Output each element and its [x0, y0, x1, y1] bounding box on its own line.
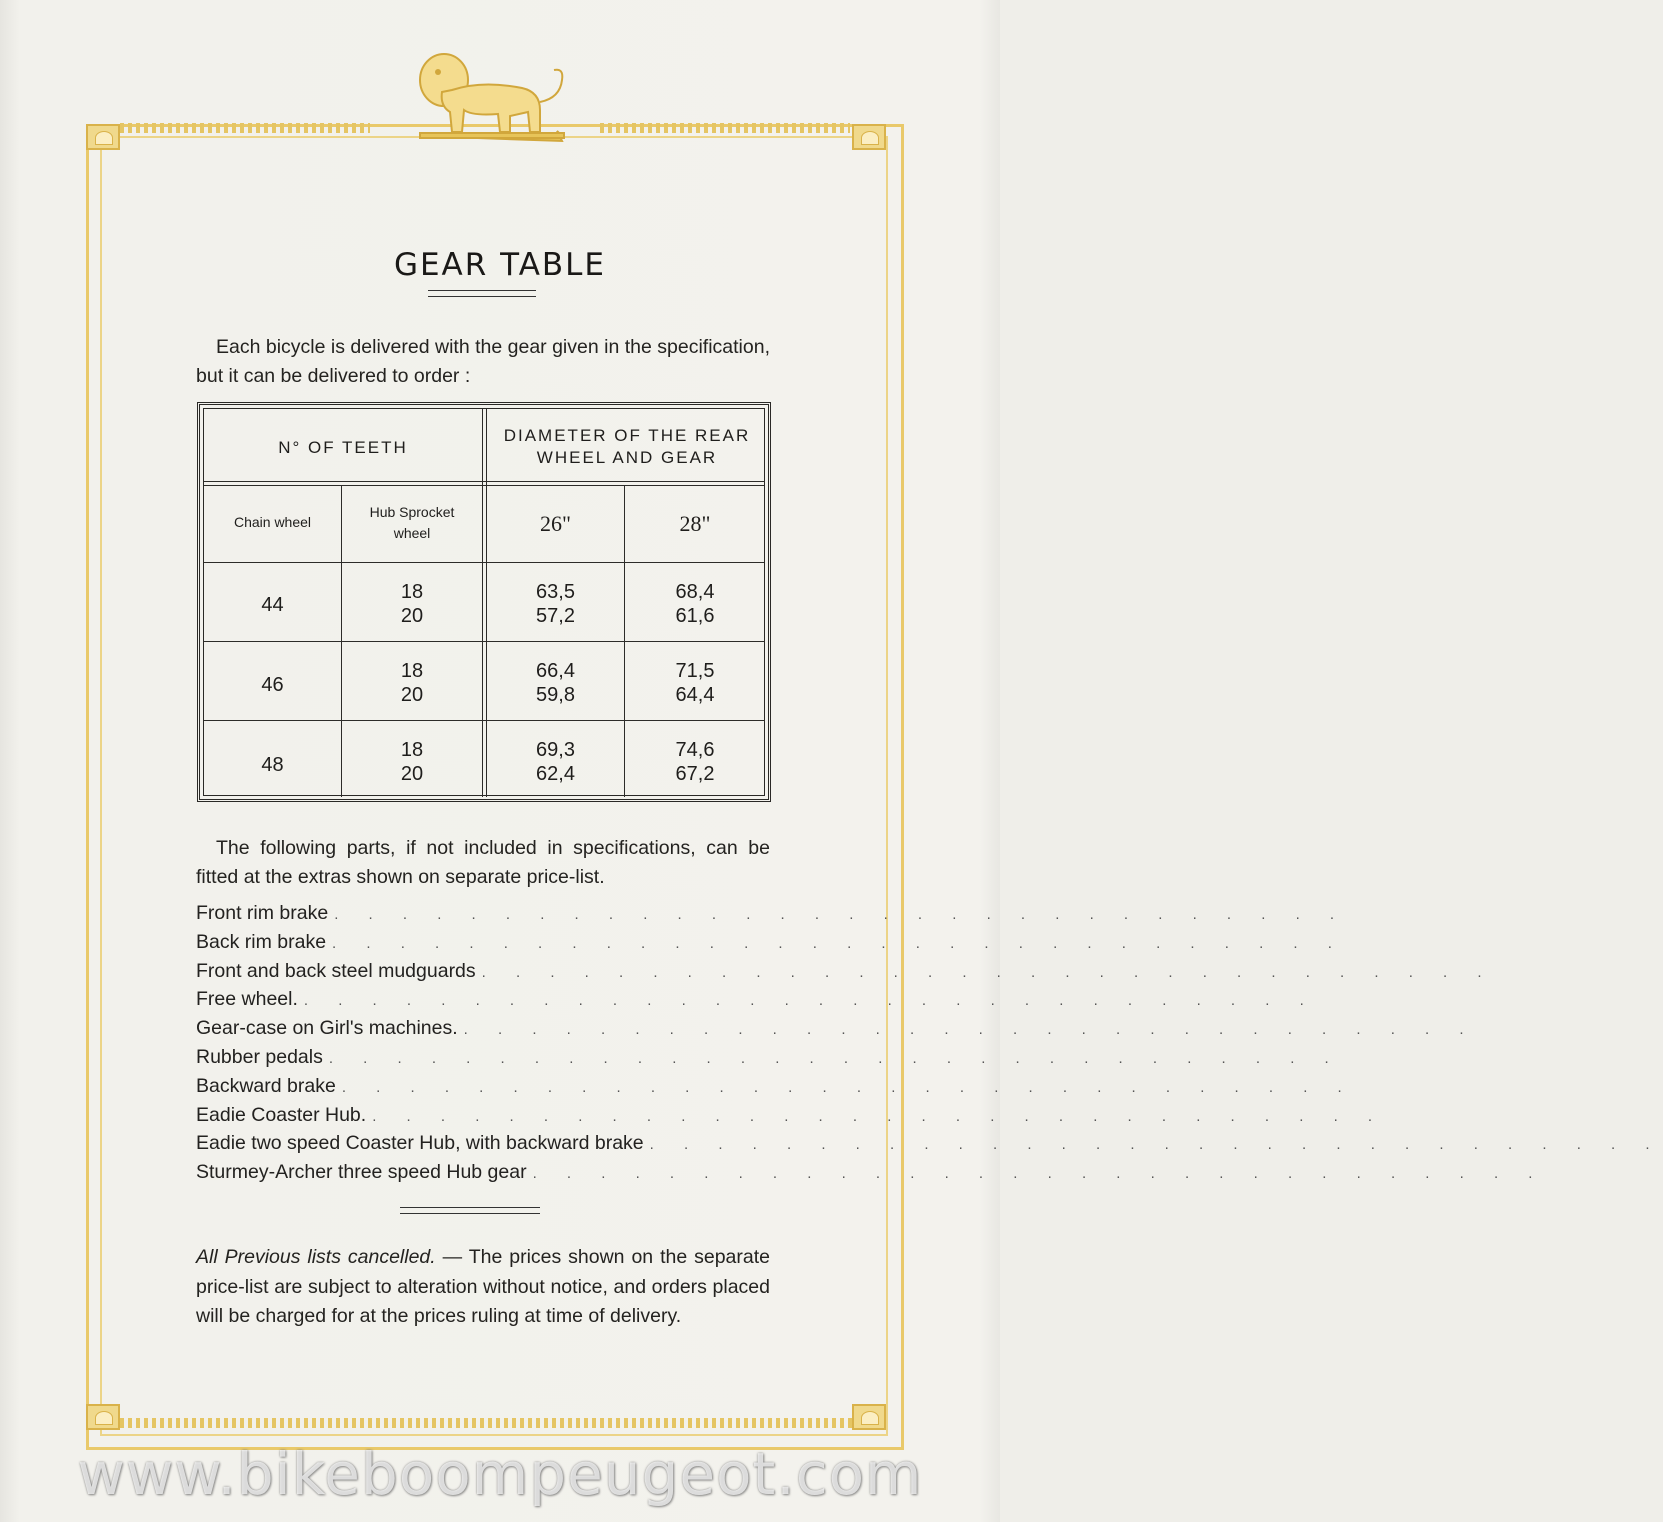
- gear-table: [197, 402, 771, 802]
- table-divider: [204, 562, 764, 563]
- list-item: Free wheel. . . . . . . . . . . . . . . . . . . . . . . . . . . . . . .: [196, 988, 1317, 1011]
- part-name: Sturmey-Archer three speed Hub gear: [196, 1161, 527, 1184]
- chain-wheel-value: 46: [261, 674, 284, 696]
- part-name: Backward brake: [196, 1074, 336, 1097]
- list-item: Front and back steel mudguards . . . . . . . . . . . . . . . . . . . . . . . . . . . . . .: [196, 959, 1495, 982]
- table-divider: [204, 641, 764, 642]
- diameter-26-value: 66,4: [536, 660, 575, 682]
- col-chain-wheel: Chain wheel: [233, 514, 312, 530]
- chain-wheel-value: 48: [261, 754, 284, 776]
- diameter-26-value: 63,5: [536, 581, 575, 603]
- leaf-corner-icon: [852, 1404, 886, 1430]
- notice-lead: All Previous lists cancelled.: [196, 1246, 436, 1268]
- col-hub-line1: Hub Sprocket: [369, 504, 455, 520]
- diameter-28-value: 71,5: [675, 660, 715, 682]
- table-divider: [204, 481, 764, 482]
- part-name: Back rim brake: [196, 930, 327, 953]
- notice-paragraph: [196, 1243, 770, 1332]
- part-name: Eadie two speed Coaster Hub, with backward brake: [196, 1132, 644, 1155]
- header-teeth: N° OF TEETH: [278, 438, 408, 457]
- leaf-corner-icon: [86, 1404, 120, 1430]
- leaf-corner-icon: [86, 124, 120, 150]
- diameter-28-value: 67,2: [675, 763, 715, 785]
- bottom-leaf-band: [120, 1418, 860, 1428]
- lion-emblem-icon: [412, 40, 572, 150]
- table-divider: [482, 409, 483, 797]
- list-item: Back rim brake . . . . . . . . . . . . . . . . . . . . . . . . . . . . . .: [196, 930, 1345, 953]
- table-divider: [204, 720, 764, 721]
- list-item: Eadie Coaster Hub. . . . . . . . . . . . . . . . . . . . . . . . . . . . . . .: [196, 1103, 1386, 1126]
- list-item: Gear-case on Girl's machines. . . . . . . . . . . . . . . . . . . . . . . . . . . . . . .: [196, 1017, 1477, 1040]
- diameter-28-value: 61,6: [675, 605, 715, 627]
- diameter-26-value: 62,4: [536, 763, 575, 785]
- table-divider: [204, 485, 764, 486]
- parts-list: [196, 902, 1663, 1190]
- diameter-26-value: 57,2: [536, 605, 575, 627]
- top-leaf-band-right: [600, 123, 850, 133]
- hub-value: 20: [400, 684, 424, 706]
- list-item: Front rim brake . . . . . . . . . . . . . . . . . . . . . . . . . . . . . .: [196, 902, 1348, 924]
- diameter-26-value: 69,3: [536, 739, 575, 761]
- diameter-28-value: 74,6: [675, 739, 715, 761]
- section-rule: [400, 1207, 540, 1214]
- part-name: Gear-case on Girl's machines.: [196, 1017, 458, 1040]
- list-item: Rubber pedals . . . . . . . . . . . . . . . . . . . . . . . . . . . . . .: [196, 1045, 1342, 1068]
- site-watermark: www.bikeboompeugeot.com: [77, 1440, 923, 1508]
- header-diameter-line1: DIAMETER OF THE REAR: [503, 426, 751, 445]
- list-item: Backward brake . . . . . . . . . . . . . . . . . . . . . . . . . . . . . .: [196, 1074, 1355, 1097]
- part-name: Front and back steel mudguards: [196, 959, 476, 982]
- title-rule: [428, 290, 536, 297]
- hub-value: 20: [400, 763, 424, 785]
- header-diameter-line2: WHEEL AND GEAR: [536, 448, 718, 467]
- intro-paragraph: Each bicycle is delivered with the gear given in the specification, but it can be delivered to order :: [196, 336, 770, 387]
- hub-value: 18: [400, 581, 424, 603]
- list-item: Eadie two speed Coaster Hub, with backward brake . . . . . . . . . . . . . . . . . . . . . . . . . . . . . .: [196, 1132, 1663, 1155]
- hub-value: 18: [400, 660, 424, 682]
- part-name: Front rim brake: [196, 902, 329, 924]
- page-title: GEAR TABLE: [393, 246, 607, 283]
- diameter-26-value: 59,8: [536, 684, 575, 706]
- part-name: Rubber pedals: [196, 1045, 323, 1068]
- parts-intro-paragraph: The following parts, if not included in specifications, can be fitted at the extras shown on separate price-list.: [196, 837, 770, 888]
- top-leaf-band-left: [120, 123, 370, 133]
- notice-body: — The prices shown on the separate price-list are subject to alteration without notice, and orders placed will be charged for at the prices ruling at time of delivery.: [196, 1246, 770, 1327]
- list-item: Sturmey-Archer three speed Hub gear . . . . . . . . . . . . . . . . . . . . . . . . . . . . . .: [196, 1161, 1546, 1184]
- hub-value: 20: [400, 605, 424, 627]
- chain-wheel-value: 44: [261, 594, 284, 616]
- leaf-corner-icon: [852, 124, 886, 150]
- part-name: Eadie Coaster Hub.: [196, 1103, 367, 1126]
- col-hub-line2: wheel: [393, 525, 431, 541]
- part-name: Free wheel.: [196, 988, 298, 1011]
- diameter-28-value: 64,4: [675, 684, 715, 706]
- hub-value: 18: [400, 739, 424, 761]
- diameter-28-value: 68,4: [675, 581, 715, 603]
- col-26-inch: 26": [540, 511, 571, 536]
- col-28-inch: 28": [679, 511, 711, 536]
